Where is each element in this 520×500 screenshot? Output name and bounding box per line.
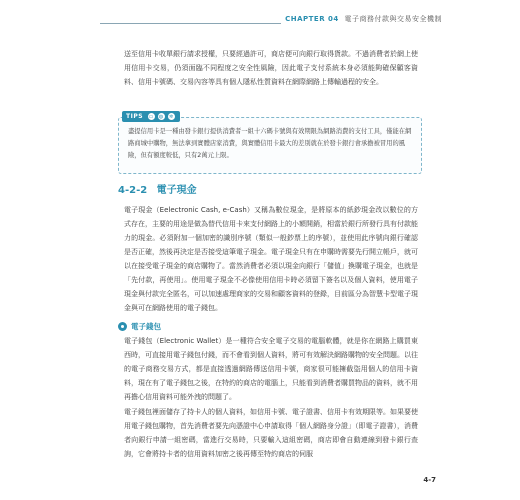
page-header (0, 0, 520, 34)
monitor-icon: ▭ (148, 113, 154, 120)
globe-icon: ◍ (158, 113, 164, 120)
subsection-paragraph-2: 電子錢包裡面儲存了持卡人的個人資料，如信用卡號、電子證書、信用卡有效期限等。如果要使用電子錢包購物，首先消費者要先向憑證中心申請取得「個人網路身分證」（即電子證書），消費者向銀行申請一組密碼，當進行交易時，只要輸入這組密碼，商店即會自動連線到發卡銀行查詢，它會將持卡者的信用資料加密之後再傳至特約商店的伺服 (124, 408, 418, 458)
chapter-heading (281, 14, 442, 24)
chapter-label: CHAPTER 04 (285, 15, 339, 23)
tip-tab (122, 111, 180, 122)
intro-paragraph: 送至信用卡收單銀行請求授權，只要經過許可，商店便可向銀行取得貨款。不過消費者於網上使用信用卡交易，仍須面臨不同程度之安全性風險，因此電子支付系統本身必須能夠確保顧客資料、信用卡號碼、交易內容等具有個人隱私性質資料在網際網路上傳輸過程的安全。 (124, 50, 418, 86)
tip-text: 盡提信用卡是一種由發卡銀行提供消費者一組十六碼卡號與有效期限為網路消費的支付工具，僅能在網路商城中購物，無法拿到實體店家消費，與實體信用卡最大的差別就在於發卡銀行會承擔被冒用的風險，但有額度較低，只有2萬元上限。 (128, 128, 412, 159)
subsection-paragraph-1: 電子錢包（Electronic Wallet）是一種符合安全電子交易的電腦軟體，就是你在網路上購買東西時，可直接用電子錢包付錢，而不會看到個人資料，將可有效解決網路購物的安全問題。以往的電子商務交易方式，都是直接透過網路傳送信用卡號，商家很可能擁截盜用個人的信用卡資料，現在有了電子錢包之後，在特約的商店的電腦上，只能看到消費者購買物品的資料，就不用再擔心信用資料可能外洩的問題了。 (124, 337, 418, 401)
chapter-title: 電子商務付款與交易安全機制 (344, 15, 442, 23)
gear-icon: ✲ (168, 113, 174, 120)
tip-tab-label: TIPS (126, 113, 144, 120)
section-title: 電子現金 (156, 185, 197, 196)
subsection-heading (118, 321, 161, 332)
bullet-circle-icon (118, 322, 127, 331)
section-number: 4-2-2 (118, 185, 148, 196)
section-heading (118, 181, 197, 196)
page-number: 4-7 (423, 476, 436, 484)
section-paragraph: 電子現金（Eelectronic Cash, e-Cash）又稱為數位現金，是將原本的紙鈔現金改以數位的方式存在，主要的用途是做為替代信用卡來支付網路上的小額開銷，相當於銀行所發行具有付款能力的現金。必須附加一個加密的識別序號（類似一般鈔票上的序號），並使用此序號向銀行確認是否正確，然後再決定是否接受這筆電子現金。電子現金只有在申購時需要先行開立帳戶，就可以在接受電子現金的商店購物了。當然消費者必須以現金向銀行「儲值」換購電子現金，也就是「先付款，再使用」。使用電子現金不必像使用信用卡時必須留下簽名以及個人資料，使用電子現金與付款完全匿名，可以加速處理商家的交易和顧客資料的登錄，目前區分為智慧卡型電子現金與可在網路使用的電子錢包。 (124, 206, 418, 312)
subsection-title: 電子錢包 (131, 322, 161, 331)
